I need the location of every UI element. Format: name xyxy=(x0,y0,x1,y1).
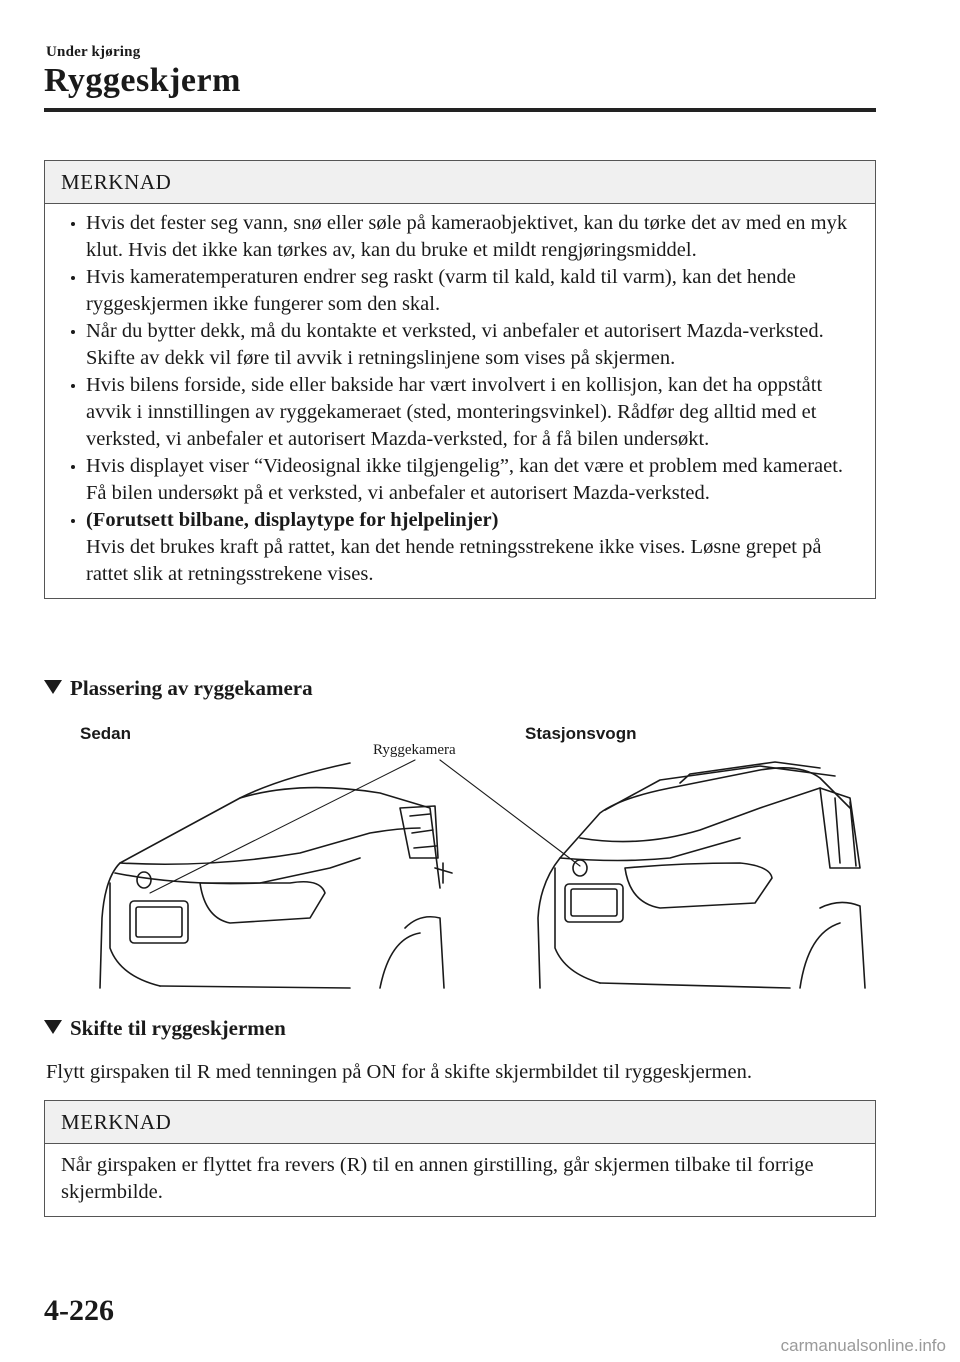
note-item-text: Hvis bilens forside, side eller bakside har vært involvert i en kollisjon, kan det ha oppstått avvik i innstillingen av ryggekameraet (sted, monteringsvinkel). Rådfør deg alltid med et verksted, vi anbefaler et autorisert Mazda-verksted, for å få bilen undersøkt. xyxy=(86,374,823,450)
note-item-text: Hvis det fester seg vann, snø eller søle på kameraobjektivet, kan du tørke det av med en myk klut. Hvis det ikke kan tørkes av, kan du bruke et mildt rengjøringsmiddel. xyxy=(86,212,848,261)
note-text: Når girspaken er flyttet fra revers (R) til en annen girstilling, går skjermen tilbake til forrige skjermbilde. xyxy=(61,1154,814,1203)
note-item xyxy=(61,453,859,507)
figure-label-sedan: Sedan xyxy=(80,724,132,743)
watermark: carmanualsonline.info xyxy=(780,1336,946,1355)
callout-leader-left xyxy=(150,760,415,893)
figure-label-stationwagon: Stasjonsvogn xyxy=(525,724,637,743)
note-item xyxy=(61,372,859,453)
note-body xyxy=(45,1144,875,1216)
body-paragraph: Flytt girspaken til R med tenningen på ON for å skifte skjermbildet til ryggeskjermen. xyxy=(46,1061,752,1083)
bullet-icon xyxy=(71,276,75,280)
note-item xyxy=(61,264,859,318)
title-rule xyxy=(44,108,876,112)
section-heading-text: Skifte til ryggeskjermen xyxy=(70,1016,286,1040)
section-heading-text: Plassering av ryggekamera xyxy=(70,676,313,700)
callout-leader-right xyxy=(440,760,580,866)
bullet-icon xyxy=(71,519,75,523)
bullet-icon xyxy=(71,330,75,334)
camera-location-figure xyxy=(60,718,890,998)
page-number: 4-226 xyxy=(44,1294,114,1327)
section-heading-switch-to-rear xyxy=(44,1016,286,1041)
note-item-text: Hvis kameratemperaturen endrer seg raskt (varm til kald, kald til varm), kan det hende ryggeskjermen ikke fungerer som den skal. xyxy=(86,266,796,315)
bullet-icon xyxy=(71,384,75,388)
stationwagon-car-icon xyxy=(538,762,865,988)
note-heading: MERKNAD xyxy=(45,1101,875,1144)
sedan-car-icon xyxy=(100,763,452,988)
rear-camera-illustration xyxy=(60,718,890,998)
note-body xyxy=(45,204,875,598)
page-title: Ryggeskjerm xyxy=(44,62,241,99)
note-item xyxy=(61,210,859,264)
note-box-2 xyxy=(44,1100,876,1217)
note-box-1 xyxy=(44,160,876,599)
note-item-text: Hvis displayet viser “Videosignal ikke tilgjengelig”, kan det være et problem med kameraet. Få bilen undersøkt på et verksted, vi anbefaler et autorisert Mazda-verksted. xyxy=(86,455,844,504)
note-item-text: Når du bytter dekk, må du kontakte et verksted, vi anbefaler et autorisert Mazda-verksted. Skifte av dekk vil føre til avvik i retningslinjene som vises på skjermen. xyxy=(86,320,824,369)
note-item xyxy=(61,318,859,372)
note-item xyxy=(61,507,859,588)
bullet-icon xyxy=(71,222,75,226)
figure-callout-camera: Ryggekamera xyxy=(373,742,456,758)
bullet-icon xyxy=(71,465,75,469)
triangle-marker-icon xyxy=(44,1020,62,1034)
triangle-marker-icon xyxy=(44,680,62,694)
note-heading: MERKNAD xyxy=(45,161,875,204)
note-item-bold: (Forutsett bilbane, displaytype for hjelpelinjer) xyxy=(86,509,499,531)
section-heading-camera-location xyxy=(44,676,313,701)
section-label: Under kjøring xyxy=(46,44,141,60)
note-item-text: Hvis det brukes kraft på rattet, kan det hende retningsstrekene ikke vises. Løsne grepet på rattet slik at retningsstrekene vises. xyxy=(86,536,822,585)
